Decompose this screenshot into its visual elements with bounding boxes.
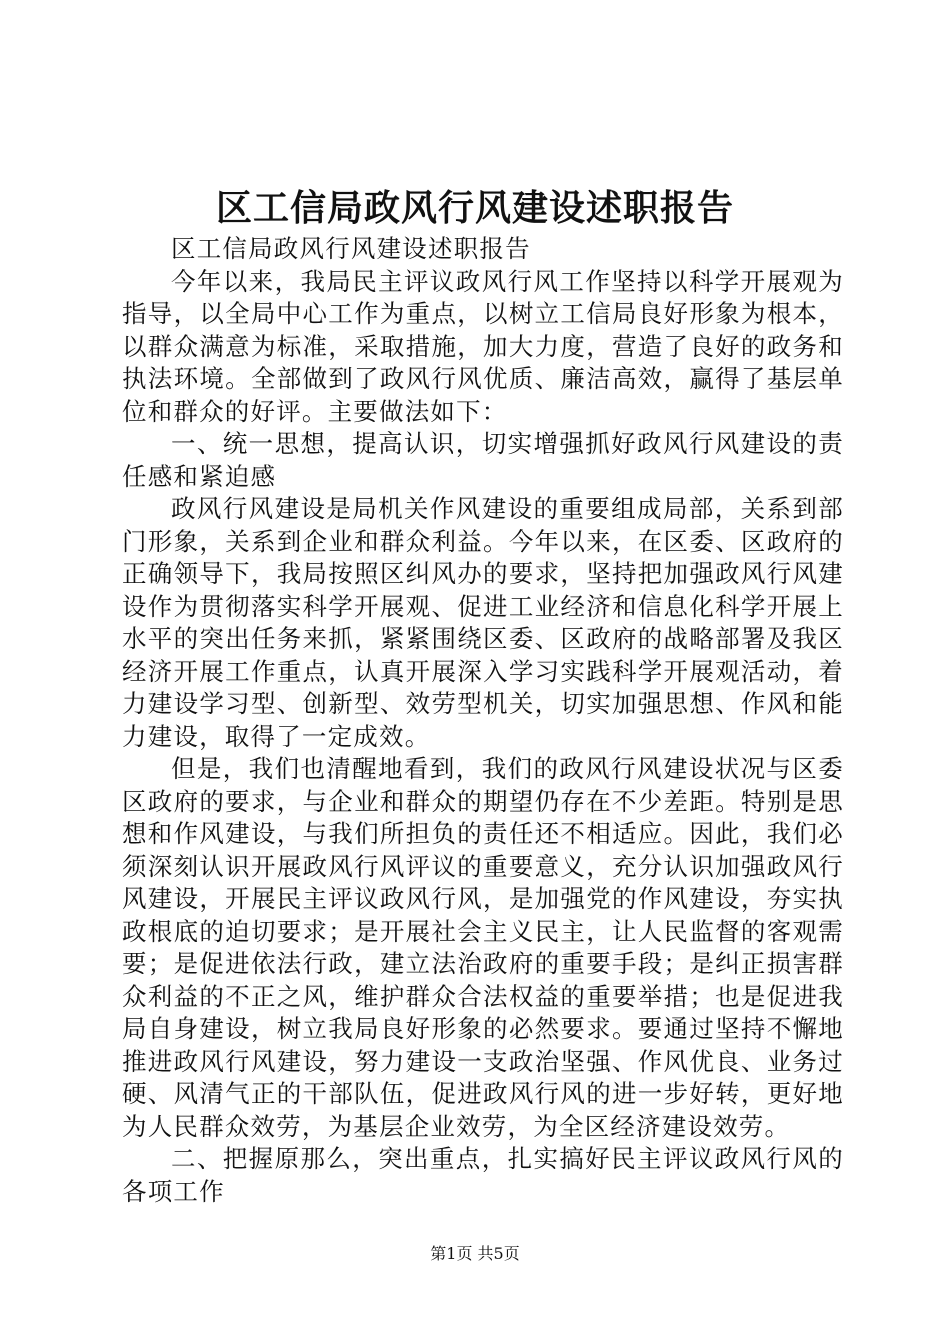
section-heading-2: 二、把握原那么，突出重点，扎实搞好民主评议政风行风的各项工作 bbox=[122, 1144, 844, 1206]
section-heading-1: 一、统一思想，提高认识，切实增强抓好政风行风建设的责任感和紧迫感 bbox=[122, 429, 844, 491]
paragraph-intro: 今年以来，我局民主评议政风行风工作坚持以科学开展观为指导，以全局中心工作为重点，以树立工信局良好形象为根本，以群众满意为标准，采取措施，加大力度，营造了良好的政务和执法环境。全部做到了政风行风优质、廉洁高效，赢得了基层单位和群众的好评。主要做法如下： bbox=[122, 266, 844, 426]
document-title: 区工信局政风行风建设述职报告 bbox=[215, 187, 734, 229]
document-body bbox=[122, 233, 844, 1208]
paragraph-section-1-gaps: 但是，我们也清醒地看到，我们的政风行风建设状况与区委区政府的要求，与企业和群众的期望仍存在不少差距。特别是思想和作风建设，与我们所担负的责任还不相适应。因此，我们必须深刻认识开展政风行风评议的重要意义，充分认识加强政风行风建设，开展民主评议政风行风，是加强党的作风建设，夯实执政根底的迫切要求；是开展社会主义民主，让人民监督的客观需要；是促进依法行政，建立法治政府的重要手段；是纠正损害群众利益的不正之风，维护群众合法权益的重要举措；也是促进我局自身建设，树立我局良好形象的必然要求。要通过坚持不懈地推进政风行风建设，努力建设一支政治坚强、作风优良、业务过硬、风清气正的干部队伍，促进政风行风的进一步好转，更好地为人民群众效劳，为基层企业效劳，为全区经济建设效劳。 bbox=[122, 754, 844, 1141]
paragraph-subtitle: 区工信局政风行风建设述职报告 bbox=[171, 234, 531, 263]
paragraph-section-1-body: 政风行风建设是局机关作风建设的重要组成局部，关系到部门形象，关系到企业和群众利益。今年以来，在区委、区政府的正确领导下，我局按照区纠风办的要求，坚持把加强政风行风建设作为贯彻落实科学开展观、促进工业经济和信息化科学开展上水平的突出任务来抓，紧紧围绕区委、区政府的战略部署及我区经济开展工作重点，认真开展深入学习实践科学开展观活动，着力建设学习型、创新型、效劳型机关，切实加强思想、作风和能力建设，取得了一定成效。 bbox=[122, 494, 844, 751]
page-footer: 第1页 共5页 bbox=[430, 1244, 520, 1263]
